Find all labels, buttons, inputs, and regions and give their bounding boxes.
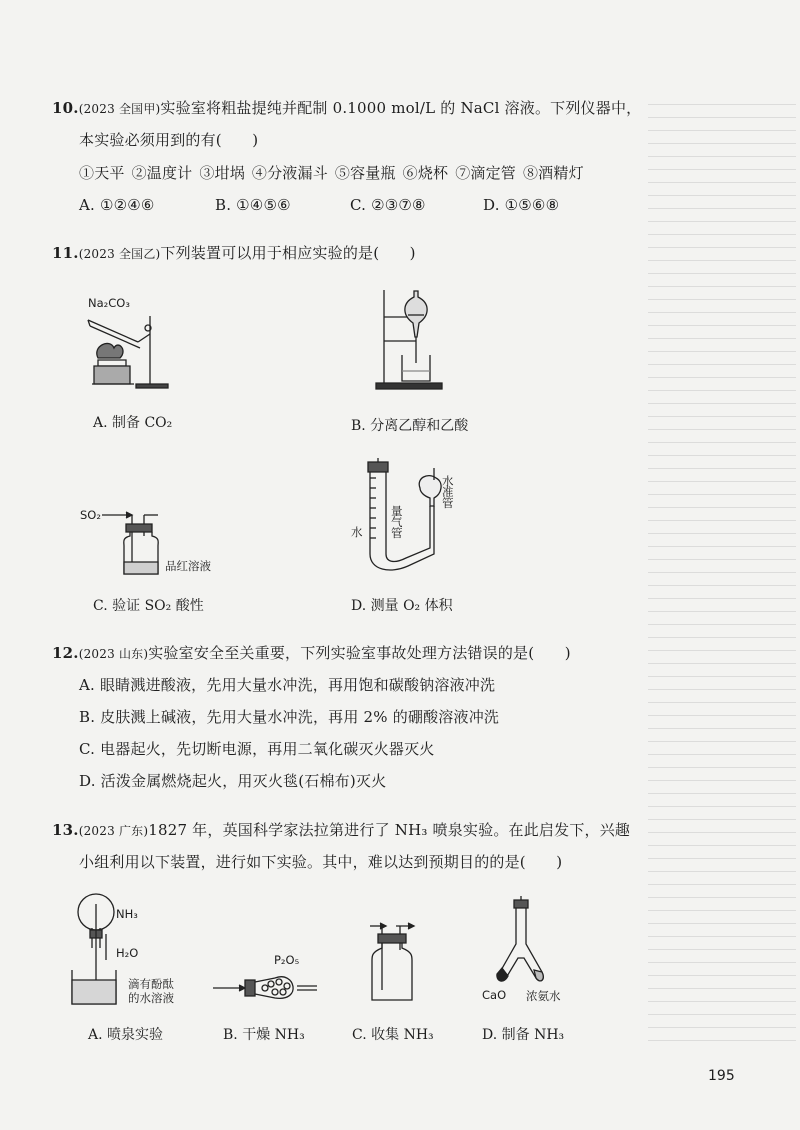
q11-c-apparatus-figure (102, 510, 162, 578)
q13-d-label-nongan: 浓氨水 (526, 989, 561, 1003)
q11-caption-a: A. 制备 CO₂ (93, 415, 173, 431)
q13-caption-b: B. 干燥 NH₃ (223, 1027, 305, 1043)
page-number: 195 (708, 1068, 735, 1084)
q11-a-label-na2co3: Na₂CO₃ (88, 296, 130, 310)
q11-d-label-water: 水 (351, 525, 363, 539)
q11-d-label-liangqiguan (391, 506, 403, 539)
q11-d-label-liangqiguan-2: 气 (391, 515, 403, 529)
q13-b-label-p2o5: P₂O₅ (274, 953, 300, 967)
q11-b-apparatus-figure (372, 285, 444, 393)
q11-c-label-so2: SO₂ (80, 508, 101, 522)
q11-caption-c: C. 验证 SO₂ 酸性 (93, 598, 204, 614)
q13-stem-line2: 小组利用以下装置，进行如下实验。其中，难以达到预期目的的是( ) (79, 853, 563, 871)
q13-b-apparatus-figure (213, 966, 323, 1006)
q12-option-b: B. 皮肤溅上碱液，先用大量水冲洗，再用 2% 的硼酸溶液冲洗 (79, 708, 500, 726)
q11-d-label-liangqiguan-3: 管 (391, 526, 403, 540)
q12-option-a: A. 眼睛溅进酸液，先用大量水冲洗，再用饱和碳酸钠溶液冲洗 (79, 676, 496, 694)
q11-stem-text: 下列装置可以用于相应实验的是( ) (160, 244, 416, 262)
q11-d-label-shuizhunguan-2: 准 (442, 485, 454, 499)
q13-caption-c: C. 收集 NH₃ (352, 1027, 434, 1043)
q10-stem-line1 (52, 98, 641, 119)
q13-stem-line1 (52, 820, 630, 841)
q13-a-label-h2o: H₂O (116, 946, 139, 960)
q11-a-apparatus-figure (80, 298, 180, 390)
q13-a-label-phenol-2: 的水溶液 (128, 991, 174, 1005)
q11-d-apparatus-figure (360, 458, 446, 578)
q11-d-label-shuizhunguan-1: 水 (442, 474, 454, 488)
q10-stem-line2: 本实验必须用到的有( ) (79, 131, 259, 149)
q12-number: 12. (52, 644, 79, 662)
q12-stem-text: 实验室安全至关重要，下列实验室事故处理方法错误的是( ) (148, 644, 571, 662)
q10-option-b: B. ①④⑤⑥ (215, 196, 291, 214)
q13-caption-d: D. 制备 NH₃ (482, 1027, 565, 1043)
q10-option-c: C. ②③⑦⑧ (350, 196, 426, 214)
q11-caption-b: B. 分离乙醇和乙酸 (351, 418, 469, 434)
q10-items: ①天平 ②温度计 ③坩埚 ④分液漏斗 ⑤容量瓶 ⑥烧杯 ⑦滴定管 ⑧酒精灯 (79, 164, 584, 182)
q11-stem (52, 243, 416, 264)
q13-d-label-cao: CaO (482, 988, 507, 1002)
q13-c-apparatus-figure (366, 920, 418, 1004)
q11-caption-d: D. 测量 O₂ 体积 (351, 598, 453, 614)
q10-option-d: D. ①⑤⑥⑧ (483, 196, 560, 214)
q11-number: 11. (52, 244, 79, 262)
q11-d-label-liangqiguan-1: 量 (391, 504, 403, 518)
q12-option-d: D. 活泼金属燃烧起火，用灭火毯(石棉布)灭火 (79, 772, 387, 790)
q13-source: (2023 广东) (78, 824, 149, 838)
q10-source: (2023 全国甲) (78, 102, 161, 116)
q12-stem (52, 643, 571, 664)
margin-ruled-lines (648, 92, 796, 1052)
q13-a-label-phenol (128, 977, 174, 1005)
q13-a-label-nh3: NH₃ (116, 907, 138, 921)
q11-d-label-shuizhunguan-3: 管 (442, 496, 454, 510)
q10-number: 10. (52, 99, 79, 117)
q12-option-c: C. 电器起火，先切断电源，再用二氧化碳灭火器灭火 (79, 740, 435, 758)
q10-stem-text-1: 实验室将粗盐提纯并配制 0.1000 mol/L 的 NaCl 溶液。下列仪器中， (160, 99, 642, 117)
q10-option-a: A. ①②④⑥ (79, 196, 155, 214)
q11-source: (2023 全国乙) (78, 247, 161, 261)
q12-source: (2023 山东) (78, 647, 149, 661)
q13-number: 13. (52, 821, 79, 839)
q13-stem-text-1: 1827 年，英国科学家法拉第进行了 NH₃ 喷泉实验。在此启发下，兴趣 (148, 821, 631, 839)
q13-a-label-phenol-1: 滴有酚酞 (128, 977, 174, 991)
q11-d-label-shuizhunguan (442, 476, 454, 509)
q13-d-apparatus-figure (488, 896, 556, 988)
q11-c-label-pinhong: 品红溶液 (165, 559, 211, 573)
q13-caption-a: A. 喷泉实验 (88, 1027, 164, 1043)
